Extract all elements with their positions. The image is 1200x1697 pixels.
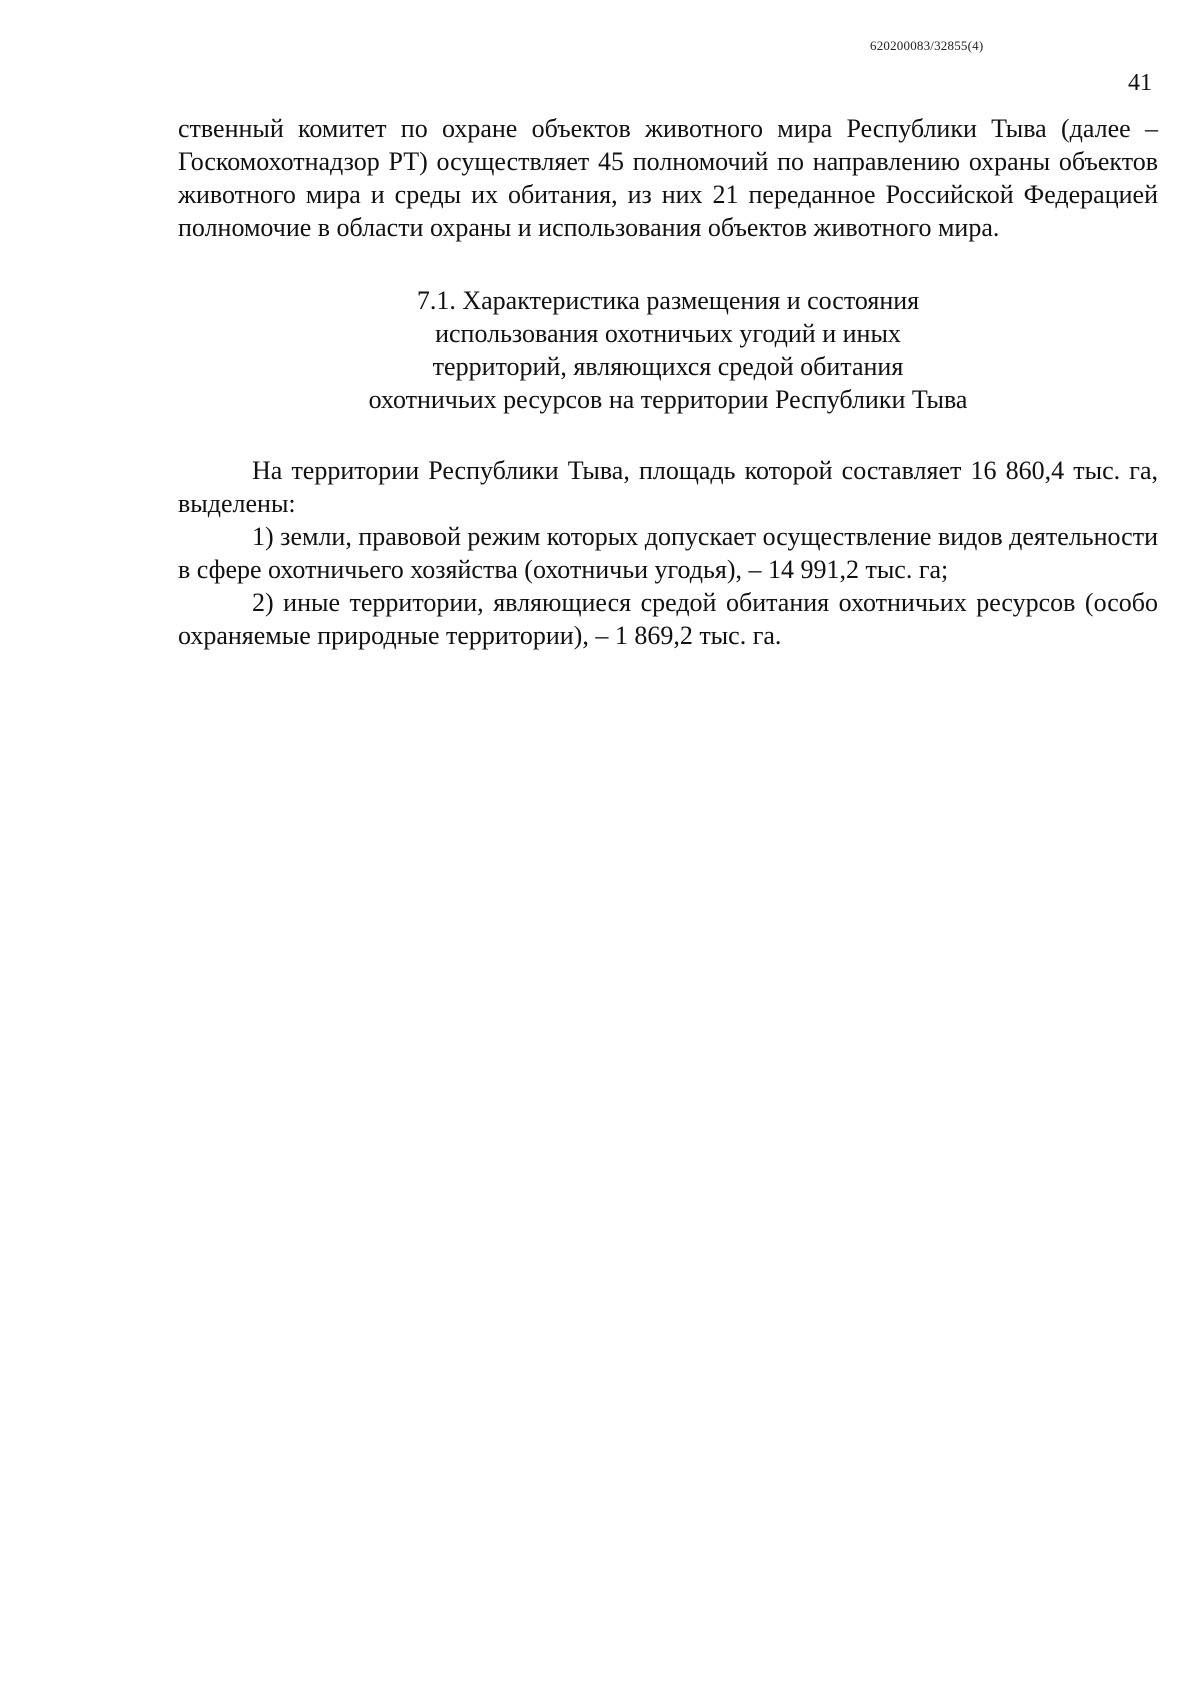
territory-area-paragraph: На территории Республики Тыва, площадь которой составляет 16 860,4 тыс. га, выделены: [178,456,1158,518]
page-number: 41 [1128,70,1152,96]
section-heading-line: 7.1. Характеристика размещения и состояния [416,286,920,315]
section-heading-line: территорий, являющихся средой обитания [432,352,904,381]
hunting-lands-paragraph: 1) земли, правовой режим которых допускает осуществление видов деятельности в сфере охотничьего хозяйства (охотничьи угодья), – 14 991,2 тыс. га; [178,522,1158,584]
section-heading-line: охотничьих ресурсов на территории Республики Тыва [368,385,968,414]
section-heading-line: использования охотничьих угодий и иных [435,319,901,348]
section-heading [178,284,1158,416]
intro-paragraph: ственный комитет по охране объектов животного мира Республики Тыва (далее – Госкомохотнадзор РТ) осуществляет 45 полномочий по направлению охраны объектов животного мира и среды их обитания, из них 21 переданное Российской Федерацией полномочие в области охраны и использования объектов животного мира. [178,114,1158,242]
protected-territories-paragraph: 2) иные территории, являющиеся средой обитания охотничьих ресурсов (особо охраняемые природные территории), – 1 869,2 тыс. га. [178,588,1158,650]
document-id: 620200083/32855(4) [870,38,984,53]
page-body [178,112,1158,652]
